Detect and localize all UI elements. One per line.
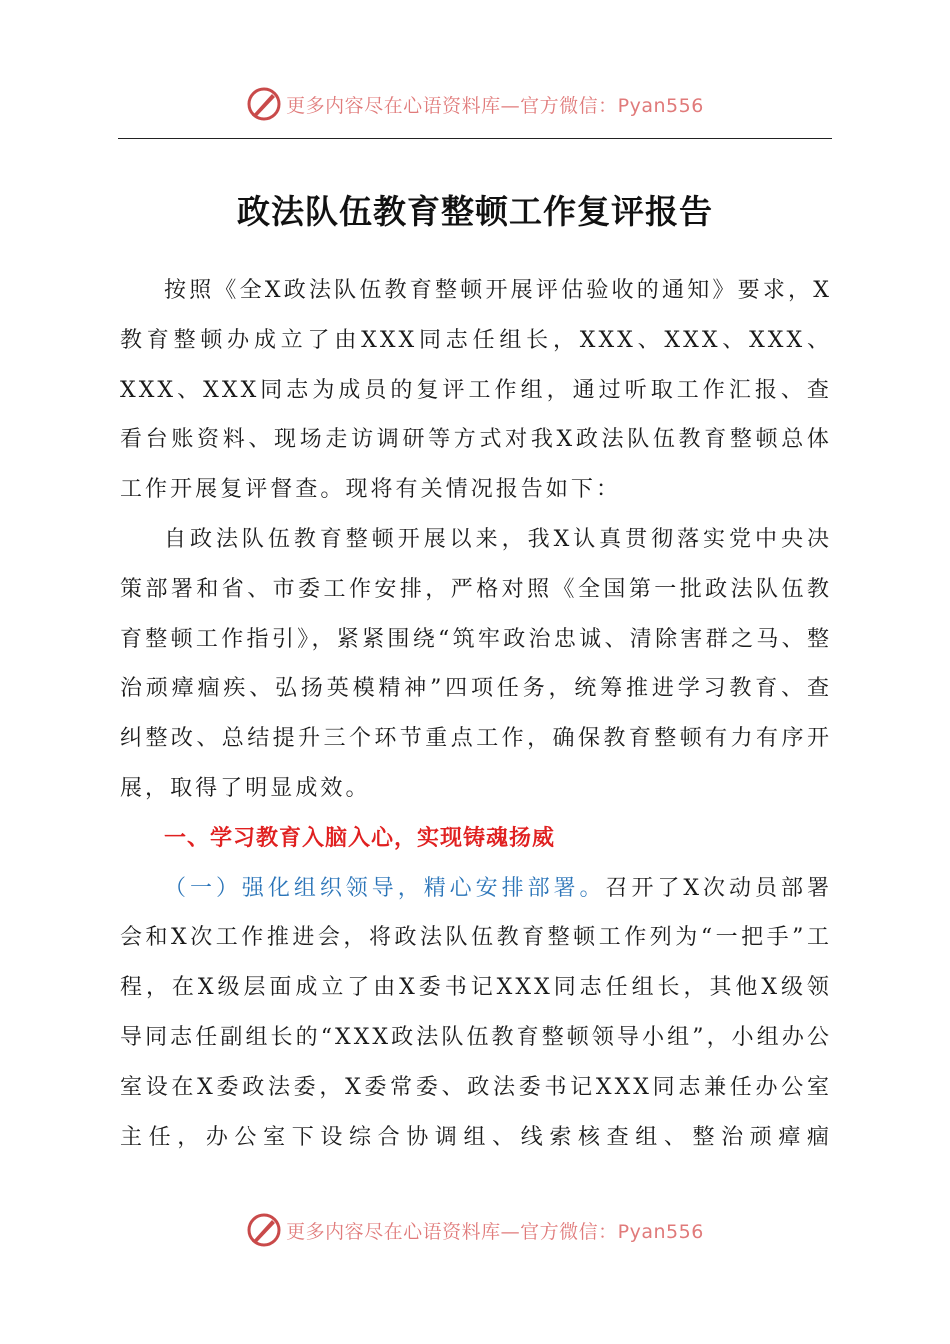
document-title: 政法队伍教育整顿工作复评报告: [237, 192, 713, 231]
watermark-banner-bottom: [0, 1210, 950, 1250]
paragraph-intro: 按照《全X政法队伍教育整顿开展评估验收的通知》要求，X教育整顿办成立了由XXX同志任组长，XXX、XXX、XXX、XXX、XXX同志为成员的复评工作组，通过听取工作汇报、查看台账资料、现场走访调研等方式对我X政法队伍教育整顿总体工作开展复评督查。现将有关情况报告如下：: [120, 278, 832, 503]
paragraph-overview: 自政法队伍教育整顿开展以来，我X认真贯彻落实党中央决策部署和省、市委工作安排，严格对照《全国第一批政法队伍教育整顿工作指引》，紧紧围绕“筑牢政治忠诚、清除害群之马、整治顽瘴痼疾、弘扬英模精神”四项任务，统筹推进学习教育、查纠整改、总结提升三个环节重点工作，确保教育整顿有力有序开展，取得了明显成效。: [120, 526, 832, 801]
quill-logo-icon: [246, 86, 282, 122]
paragraph-organization: [120, 864, 832, 1163]
paragraph-organization-text: 召开了X次动员部署会和X次工作推进会，将政法队伍教育整顿工作列为“一把手”工程，在X级层面成立了由X委书记XXX同志任组长，其他X级领导同志任副组长的“XXX政法队伍教育整顿领导小组”，小组办公室设在X委政法委，X委常委、政法委书记XXX同志兼任办公室主任，办公室下设综合协调组、线索核查组、整治顽瘴痼: [120, 875, 832, 1150]
quill-logo-icon: [246, 1212, 282, 1248]
document-body: [120, 266, 832, 1162]
header-rule: [118, 138, 832, 139]
watermark-text: 更多内容尽在心语资料库—官方微信：Pyan556: [286, 1220, 704, 1243]
subsection-heading-1: （一）强化组织领导，精心安排部署。: [164, 875, 606, 901]
watermark-banner-top: [0, 84, 950, 124]
watermark-text: 更多内容尽在心语资料库—官方微信：Pyan556: [286, 94, 704, 117]
section-heading-1: 一、学习教育入脑入心，实现铸魂扬威: [164, 825, 556, 851]
